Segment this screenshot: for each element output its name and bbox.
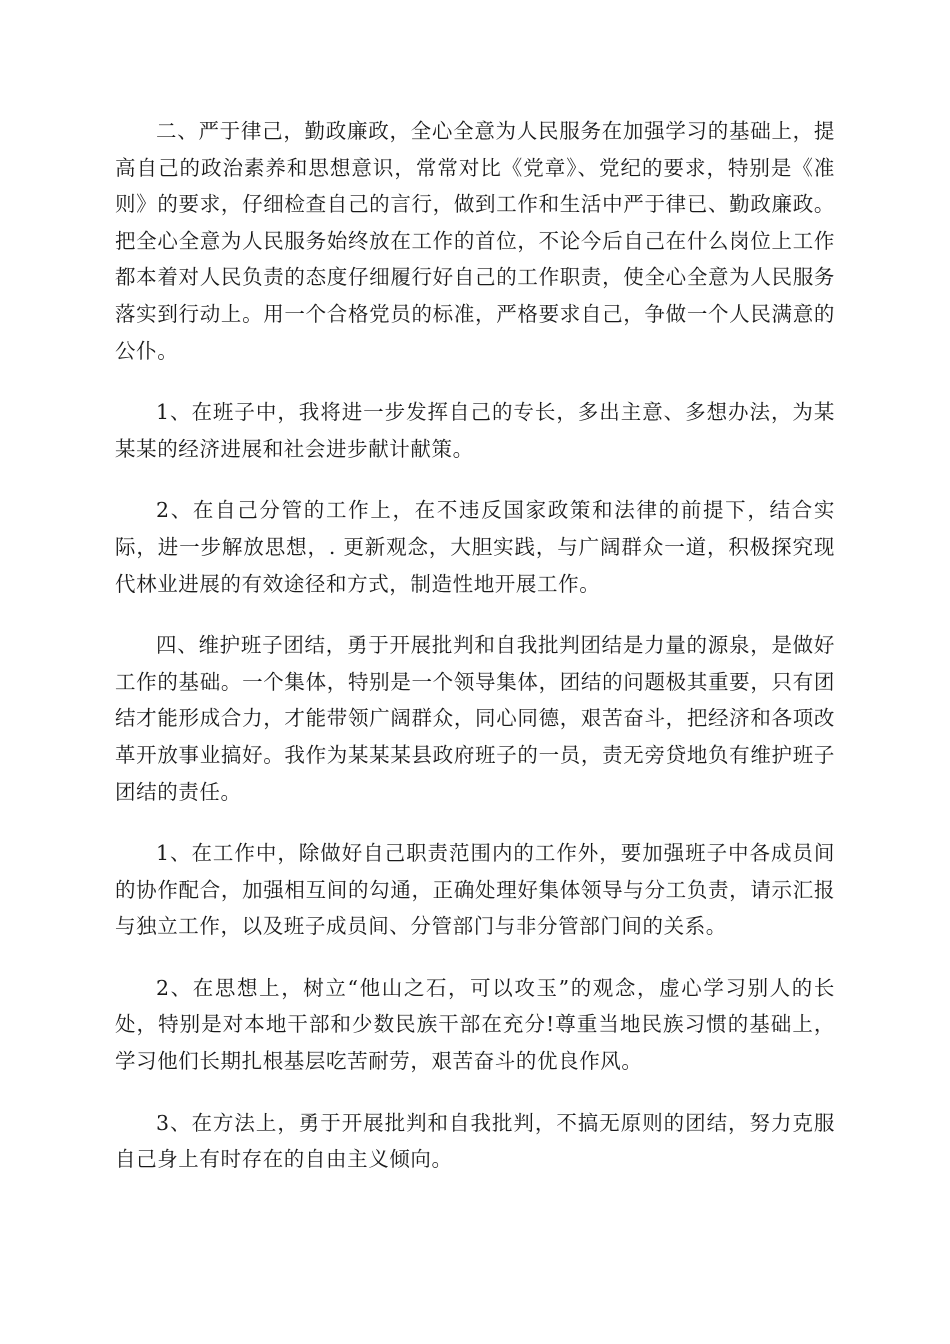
paragraph-item-3b: 3、在方法上，勇于开展批判和自我批判，不搞无原则的团结，努力克服自己身上有时存在的自由主义倾向。 [115, 1110, 835, 1172]
paragraph-item-1: 1、在班子中，我将进一步发挥自己的专长，多出主意、多想办法，为某某某的经济进展和社会进步献计献策。 [115, 400, 835, 461]
paragraph-section-four: 四、维护班子团结，勇于开展批判和自我批判团结是力量的源泉，是做好工作的基础。一个集体，特别是一个领导集体，团结的问题极其重要，只有团结才能形成合力，才能带领广阔群众，同心同德，艰苦奋斗，把经济和各项改革开放事业搞好。我作为某某某县政府班子的一员，责无旁贷地负有维护班子团结的责任。 [115, 633, 835, 804]
paragraph-item-2: 2、在自己分管的工作上，在不违反国家政策和法律的前提下，结合实际，进一步解放思想，. 更新观念，大胆实践，与广阔群众一道，积极探究现代林业进展的有效途径和方式，制造性地开展工作。 [115, 498, 835, 596]
paragraph-section-two: 二、严于律己，勤政廉政，全心全意为人民服务在加强学习的基础上，提高自己的政治素养和思想意识，常常对比《党章》、党纪的要求，特别是《准则》的要求，仔细检查自己的言行，做到工作和生活中严于律已、勤政廉政。把全心全意为人民服务始终放在工作的首位，不论今后自己在什么岗位上工作都本着对人民负责的态度仔细履行好自己的工作职责，使全心全意为人民服务落实到行动上。用一个合格党员的标准，严格要求自己，争做一个人民满意的公仆。 [115, 119, 835, 363]
paragraph-item-2b: 2、在思想上，树立“他山之石，可以攻玉”的观念，虚心学习别人的长处，特别是对本地干部和少数民族干部在充分!尊重当地民族习惯的基础上，学习他们长期扎根基层吃苦耐劳，艰苦奋斗的优良作风。 [115, 975, 835, 1074]
document-body [115, 113, 835, 1203]
paragraph-item-1b: 1、在工作中，除做好自己职责范围内的工作外，要加强班子中各成员间的协作配合，加强相互间的勾通，正确处理好集体领导与分工负责，请示汇报与独立工作，以及班子成员间、分管部门与非分管部门间的关系。 [115, 841, 835, 939]
